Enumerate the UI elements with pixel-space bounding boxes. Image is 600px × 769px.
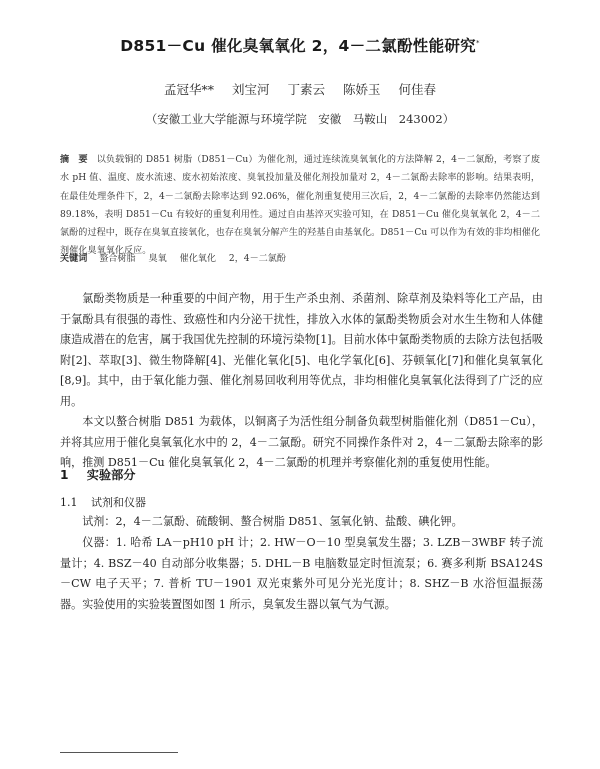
keywords-label: 关键词: [60, 254, 88, 264]
section-number: 1: [60, 468, 69, 482]
keyword-item: 2，4－二氯酚: [228, 254, 286, 264]
intro-paragraph-2: 本文以螯合树脂 D851 为载体，以铜离子为活性组分制备负载型树脂催化剂（D851－Cu），并将其应用于催化臭氧氧化水中的 2，4－二氯酚。研究不同操作条件对 2，4－二氯酚去除率的影响，推测 D851－Cu 催化臭氧氧化 2，4－二氯酚的机理并考察催化剂的重复使用性能。: [60, 415, 543, 470]
keyword-item: 螯合树脂: [99, 254, 136, 264]
keywords-block: [60, 252, 540, 266]
keyword-item: 臭氧: [148, 254, 167, 264]
instruments-paragraph: 仪器：1. 哈希 LA－pH10 pH 计；2. HW－O－10 型臭氧发生器；3. LZB－3WBF 转子流量计；4. BSZ－40 自动部分收集器；5. DHL－B 电脑数显定时恒流泵；6. 赛多利斯 BSA124S－CW 电子天平；7. 普析 TU－1901 双光束紫外可见分光光度计；8. SHZ－B 水浴恒温振荡器。: [60, 536, 543, 611]
intro-paragraph-1: 氯酚类物质是一种重要的中间产物，用于生产杀虫剂、杀菌剂、除草剂及染料等化工产品，由于氯酚具有很强的毒性、致癌性和内分泌干扰性，排放入水体的氯酚类物质会对水生生物和人体健康造成潜在的危害，属于我国优先控制的环境污染物[1]。目前水体中氯酚类物质的去除方法包括吸附[2]、萃取[3]、微生物降解[4]、光催化氧化[5]、电化学氧化[6]、芬顿氧化[7]和催化臭氧氧化[8,9]。其中，由于氧化能力强、催化剂易回收利用等优点，非均相催化臭氧氧化法得到了广泛的应用。: [60, 292, 543, 408]
apparatus-paragraph: 实验使用的实验装置图如图 1 所示，臭氧发生器以氧气为气源。: [82, 598, 396, 611]
footnote-divider: [60, 752, 178, 753]
abstract-block: [60, 151, 540, 261]
section-heading: [60, 466, 135, 483]
paper-title-text: D851－Cu 催化臭氧氧化 2，4－二氯酚性能研究: [120, 37, 476, 55]
author-list: [0, 80, 600, 98]
paper-title: [0, 34, 600, 56]
title-footnote-mark: *: [475, 38, 480, 47]
affiliation: （安徽工业大学能源与环境学院 安徽 马鞍山 243002）: [145, 112, 455, 126]
keyword-item: 催化氧化: [179, 254, 216, 264]
abstract-text: 以负载铜的 D851 树脂（D851－Cu）为催化剂，通过连续流臭氧氧化的方法降解 2，4－二氯酚，考察了废水 pH 值、温度、废水流速、废水初始浓度、臭氧投加量及催化剂投加量对 2，4－二氯酚去除率的影响。结果表明，在最佳处理条件下，2，4－二氯酚去除率达到 92.06%，催化剂重复使用三次后，2，4－二氯酚的去除率仍然能达到 89.18%，表明 D851－Cu 有较好的重复利用性。通过自由基淬灭实验可知，在 D851－Cu 催化臭氧氧化 2，4－二氯酚的过程中，既存在臭氧直接氧化，也存在臭氧分解产生的羟基自由基氧化。D851－Cu 可以作为有效的非均相催化剂催化臭氧氧化反应。: [60, 155, 540, 257]
authors-text: 孟冠华** 刘宝河 丁素云 陈娇玉 何佳春: [164, 82, 436, 97]
abstract-label: 摘 要: [60, 155, 88, 165]
section-title: 实验部分: [86, 468, 136, 482]
subsection-heading: [60, 494, 146, 510]
subsection-number: 1.1: [60, 496, 78, 509]
subsection-title: 试剂和仪器: [91, 496, 146, 509]
reagents-paragraph: 试剂：2，4－二氯酚、硫酸铜、螯合树脂 D851、氢氧化钠、盐酸、碘化钾。: [82, 515, 463, 528]
